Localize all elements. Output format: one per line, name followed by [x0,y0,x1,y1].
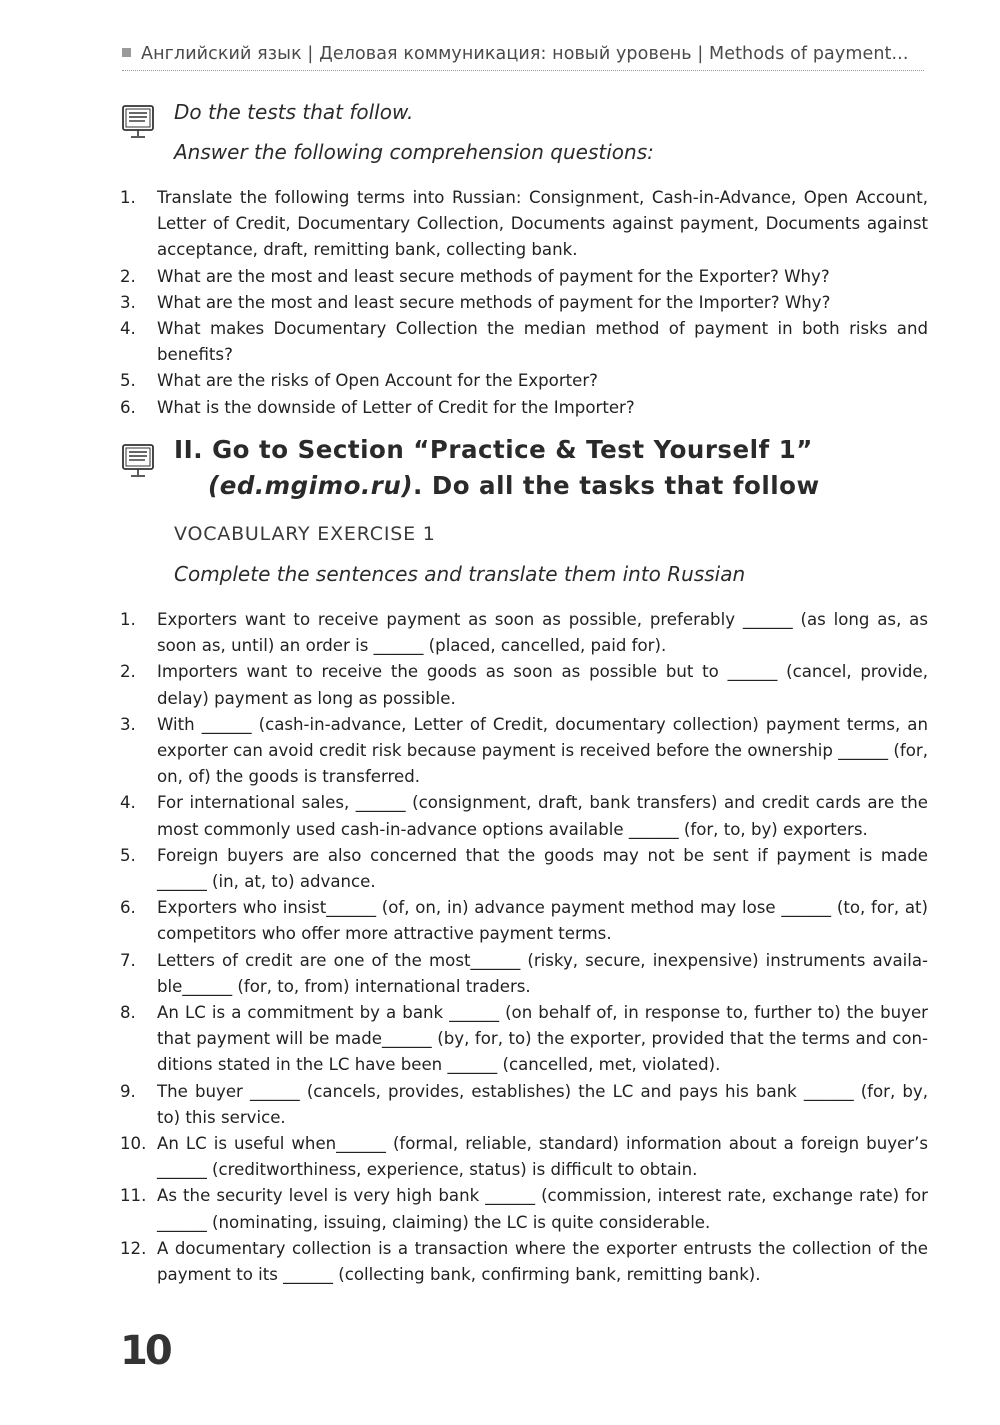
header-bullet-icon [122,48,131,57]
item-text: An LC is a commitment by a bank ______ (on behalf of, in response to, further to) the buyer that payment will be made______ (by, for, to) the exporter, provided that the terms and con-ditions stated in the LC have been ______ (cancelled, met, violated). [157,1003,928,1075]
item-text: What makes Documentary Collection the median method of payment in both risks and benefits? [157,319,928,365]
section-link[interactable]: (ed.mgimo.ru) [208,471,414,500]
item-number: 10. [120,1134,147,1154]
item-text: The buyer ______ (cancels, provides, establishes) the LC and pays his bank ______ (for, by, to) this service. [157,1081,928,1127]
section-title-line1: II. Go to Section “Practice & Test Yourself 1” [174,435,813,464]
vocab-heading: VOCABULARY EXERCISE 1 [174,523,436,545]
item-number: 11. [120,1186,147,1206]
list-item [120,1183,928,1235]
item-number: 4. [120,319,136,339]
item-text: Exporters who insist______ (of, on, in) advance payment method may lose ______ (to, for, at) competitors who offer more attractive payment terms. [157,898,928,944]
item-number: 2. [120,266,136,286]
item-number: 9. [120,1081,136,1101]
list-item [120,1236,928,1288]
header-text: Английский язык | Деловая коммуникация: новый уровень | Methods of payment... [141,44,909,64]
sentences-list [120,607,928,1288]
item-text: What are the most and least secure methods of payment for the Importer? Why? [157,292,831,312]
item-number: 7. [120,950,136,970]
item-text: As the security level is very high bank ______ (commission, interest rate, exchange rate) for ______ (nominating, issuing, claiming) the LC is quite considerable. [157,1186,928,1232]
page-number: 10 [120,1328,170,1374]
item-number: 5. [120,845,136,865]
item-text: What are the most and least secure methods of payment for the Exporter? Why? [157,266,830,286]
item-text: For international sales, ______ (consignment, draft, bank transfers) and credit cards are the most commonly used cash-in-advance options available ______ (for, to, by) exporters. [157,793,928,839]
list-item [120,290,928,316]
item-text: Exporters want to receive payment as soon as possible, preferably ______ (as long as, as soon as, until) an order is ______ (placed, cancelled, paid for). [157,610,928,656]
running-header [122,44,924,71]
item-number: 1. [120,610,136,629]
list-item [120,843,928,895]
list-item [120,790,928,842]
item-number: 3. [120,714,136,734]
item-number: 12. [120,1238,147,1258]
list-item [120,395,928,421]
questions-list [120,185,928,421]
item-text: What are the risks of Open Account for the Exporter? [157,371,598,391]
item-number: 6. [120,898,136,918]
list-item [120,712,928,791]
section-title-rest: . Do all the tasks that follow [413,471,820,500]
item-number: 2. [120,662,136,682]
list-item [120,264,928,290]
list-item [120,316,928,368]
section-title [174,432,874,504]
item-text: With ______ (cash-in-advance, Letter of Credit, documentary collection) payment terms, an exporter can avoid credit risk because payment is received before the ownership ______ (for, on, of) the goods is transferred. [157,714,928,787]
list-item [120,1079,928,1131]
item-text: What is the downside of Letter of Credit for the Importer? [157,397,635,417]
task-title: Do the tests that follow. [174,100,414,124]
item-number: 8. [120,1003,136,1023]
item-text: An LC is useful when______ (formal, reliable, standard) information about a foreign buyer’s ______ (creditworthiness, experience, status) is difficult to obtain. [157,1134,928,1180]
list-item [120,659,928,711]
item-number: 6. [120,397,136,417]
item-text: A documentary collection is a transaction where the exporter entrusts the collection of the payment to its ______ (collecting bank, confirming bank, remitting bank). [157,1238,928,1285]
list-item [120,607,928,659]
item-text: Translate the following terms into Russian: Consignment, Cash-in-Advance, Open Account, Letter of Credit, Documentary Collection, Documents against payment, Documents against acceptance, draft, remitting bank, collecting bank. [157,188,928,260]
list-item [120,1000,928,1079]
section-title-line2 [174,468,874,504]
item-number: 4. [120,793,136,813]
list-item [120,948,928,1000]
item-text: Letters of credit are one of the most______ (risky, secure, inexpensive) instruments availa-ble______ (for, to, from) international traders. [157,950,928,996]
vocab-instruction: Complete the sentences and translate them into Russian [174,562,746,586]
list-item [120,185,928,264]
list-item [120,1131,928,1183]
item-number: 1. [120,188,136,207]
monitor-icon [121,104,157,140]
item-number: 3. [120,292,136,312]
monitor-icon [121,443,157,479]
list-item [120,895,928,947]
task-subtitle: Answer the following comprehension questions: [174,140,654,164]
item-text: Foreign buyers are also concerned that the goods may not be sent if payment is made ______ (in, at, to) advance. [157,845,928,892]
item-number: 5. [120,371,136,391]
list-item [120,368,928,394]
item-text: Importers want to receive the goods as soon as possible but to ______ (cancel, provide, delay) payment as long as possible. [157,662,928,708]
